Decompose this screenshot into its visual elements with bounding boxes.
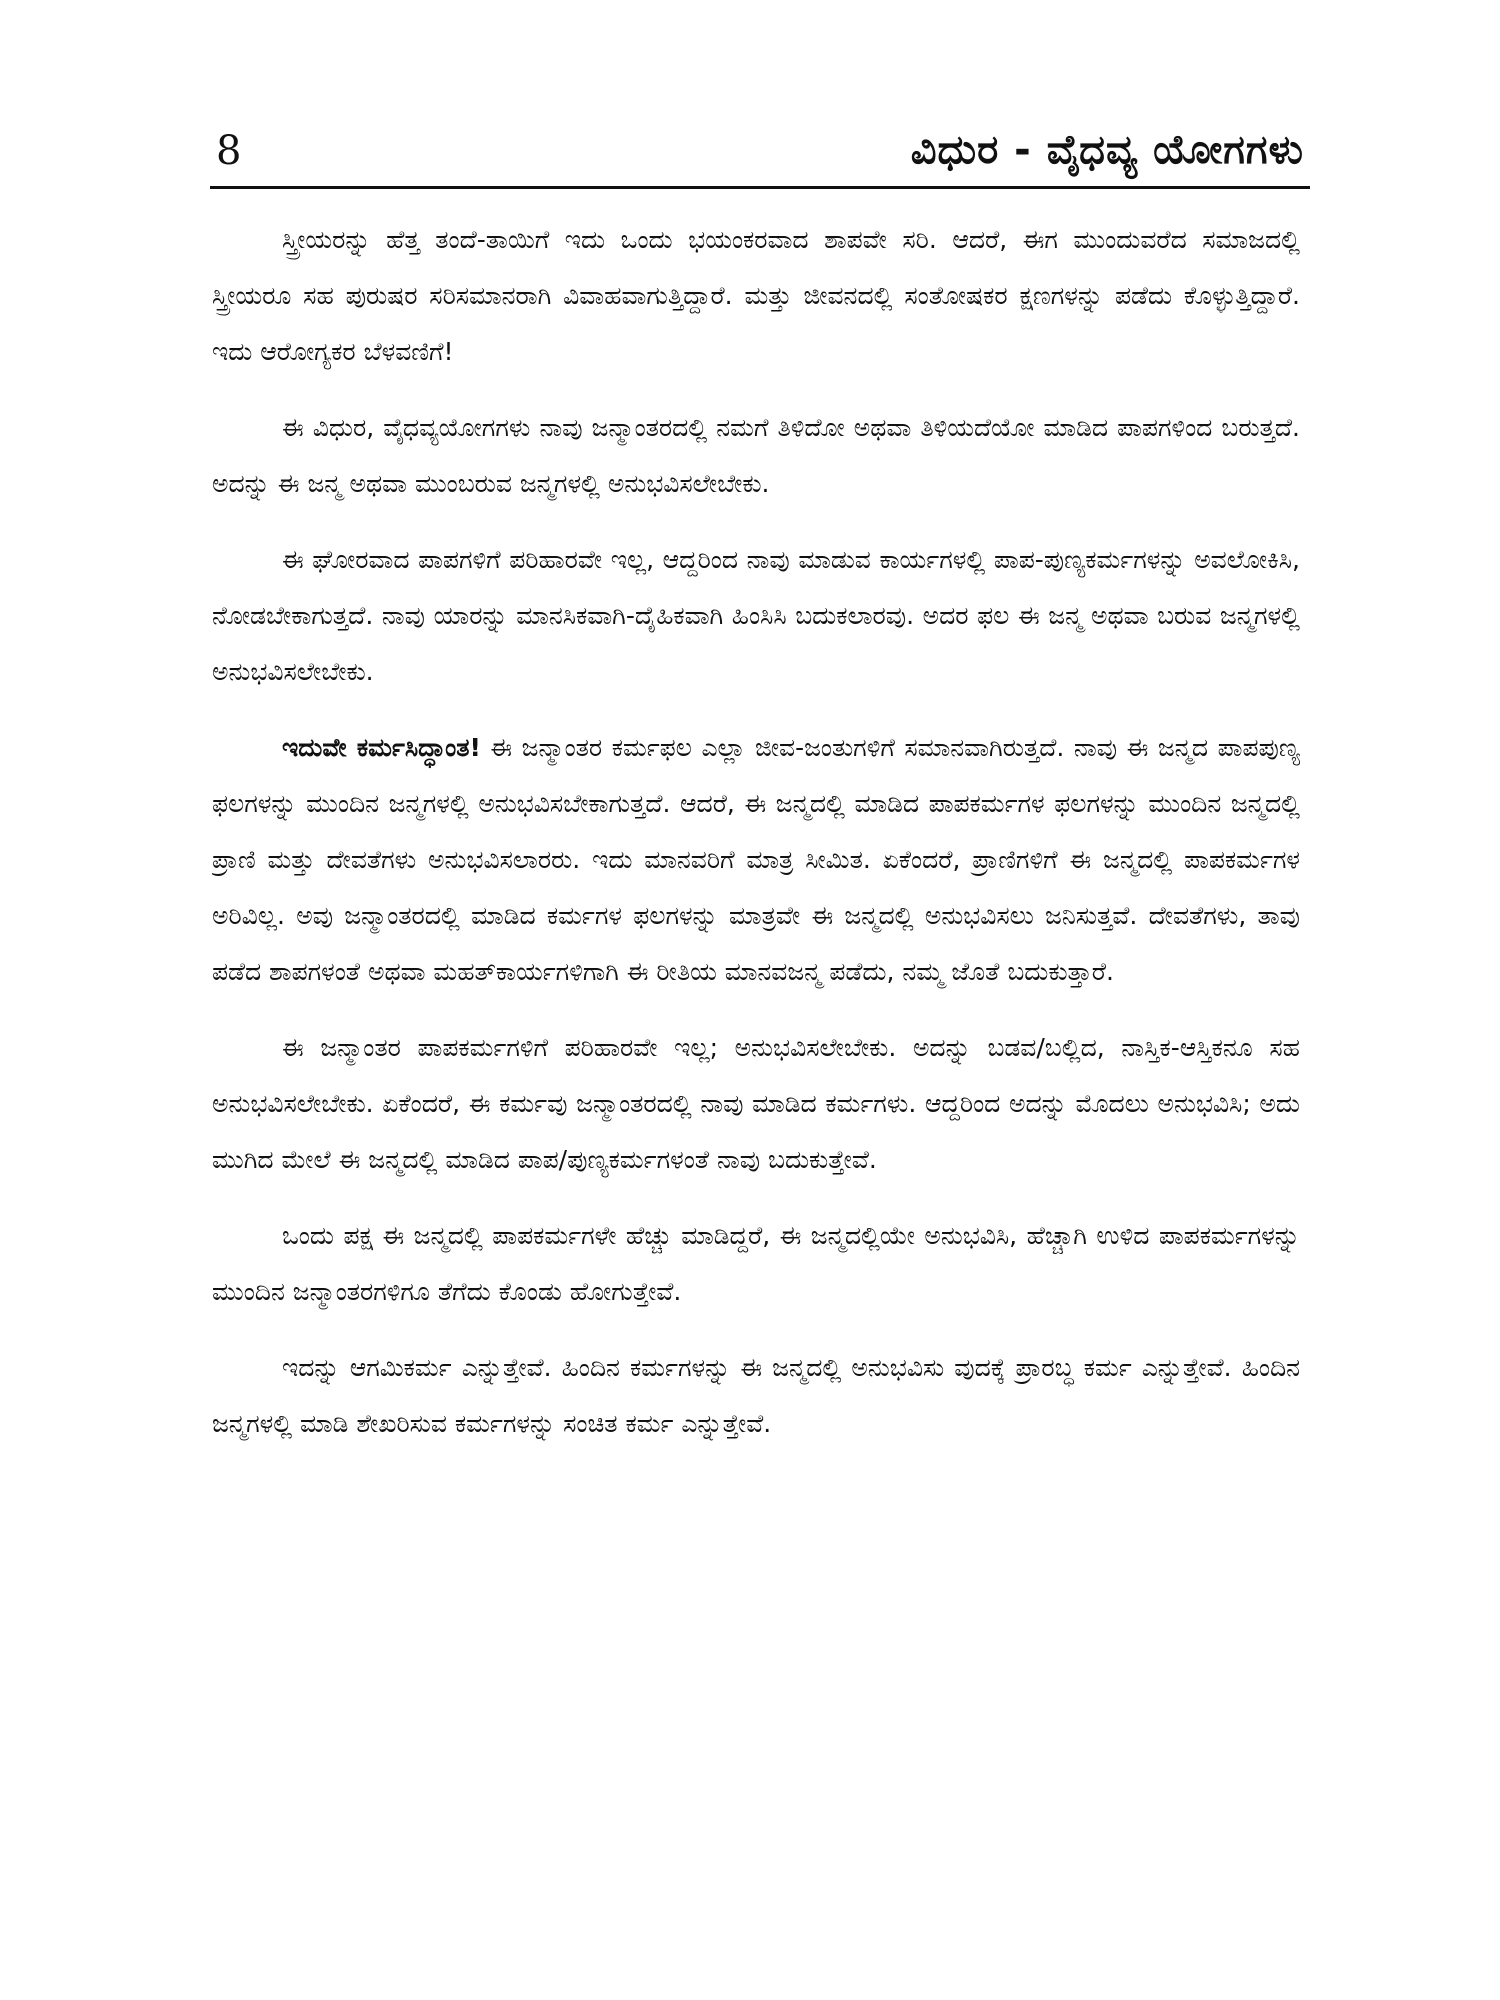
paragraph-3: ಈ ಘೋರವಾದ ಪಾಪಗಳಿಗೆ ಪರಿಹಾರವೇ ಇಲ್ಲ, ಆದ್ದರಿಂದ ನಾವು ಮಾಡುವ ಕಾರ್ಯಗಳಲ್ಲಿ ಪಾಪ-ಪುಣ್ಯಕರ್ಮಗಳನ್ನು ಅವಲೋಕಿಸಿ, ನೋಡಬೇಕಾಗುತ್ತದೆ. ನಾವು ಯಾರನ್ನು ಮಾನಸಿಕವಾಗಿ-ದೈಹಿಕವಾಗಿ ಹಿಂಸಿಸಿ ಬದುಕಲಾರವು. ಅದರ ಫಲ ಈ ಜನ್ಮ ಅಥವಾ ಬರುವ ಜನ್ಮಗಳಲ್ಲಿ ಅನುಭವಿಸಲೇಬೇಕು.	[212, 545, 1300, 686]
paragraph-6: ಒಂದು ಪಕ್ಷ ಈ ಜನ್ಮದಲ್ಲಿ ಪಾಪಕರ್ಮಗಳೇ ಹೆಚ್ಚು ಮಾಡಿದ್ದರೆ, ಈ ಜನ್ಮದಲ್ಲಿಯೇ ಅನುಭವಿಸಿ, ಹೆಚ್ಚಾಗಿ ಉಳಿದ ಪಾಪಕರ್ಮಗಳನ್ನು ಮುಂದಿನ ಜನ್ಮಾಂತರಗಳಿಗೂ ತೆಗೆದು ಕೊಂಡು ಹೋಗುತ್ತೇವೆ.	[212, 1221, 1300, 1306]
paragraph-4-text: ಈ ಜನ್ಮಾಂತರ ಕರ್ಮಫಲ ಎಲ್ಲಾ ಜೀವ-ಜಂತುಗಳಿಗೆ ಸಮಾನವಾಗಿರುತ್ತದೆ. ನಾವು ಈ ಜನ್ಮದ ಪಾಪಪುಣ್ಯ ಫಲಗಳನ್ನು ಮುಂದಿನ ಜನ್ಮಗಳಲ್ಲಿ ಅನುಭವಿಸಬೇಕಾಗುತ್ತದೆ. ಆದರೆ, ಈ ಜನ್ಮದಲ್ಲಿ ಮಾಡಿದ ಪಾಪಕರ್ಮಗಳ ಫಲಗಳನ್ನು ಮುಂದಿನ ಜನ್ಮದಲ್ಲಿ ಪ್ರಾಣಿ ಮತ್ತು ದೇವತೆಗಳು ಅನುಭವಿಸಲಾರರು. ಇದು ಮಾನವರಿಗೆ ಮಾತ್ರ ಸೀಮಿತ. ಏಕೆಂದರೆ, ಪ್ರಾಣಿಗಳಿಗೆ ಈ ಜನ್ಮದಲ್ಲಿ ಪಾಪಕರ್ಮಗಳ ಅರಿವಿಲ್ಲ. ಅವು ಜನ್ಮಾಂತರದಲ್ಲಿ ಮಾಡಿದ ಕರ್ಮಗಳ ಫಲಗಳನ್ನು ಮಾತ್ರವೇ ಈ ಜನ್ಮದಲ್ಲಿ ಅನುಭವಿಸಲು ಜನಿಸುತ್ತವೆ. ದೇವತೆಗಳು, ತಾವು ಪಡೆದ ಶಾಪಗಳಂತೆ ಅಥವಾ ಮಹತ್‌ಕಾರ್ಯಗಳಿಗಾಗಿ ಈ ರೀತಿಯ ಮಾನವಜನ್ಮ ಪಡೆದು, ನಮ್ಮ ಜೊತೆ ಬದುಕುತ್ತಾರೆ.	[212, 733, 1300, 986]
page-number: 8	[216, 128, 242, 174]
paragraph-1: ಸ್ತ್ರೀಯರನ್ನು ಹೆತ್ತ ತಂದೆ-ತಾಯಿಗೆ ಇದು ಒಂದು ಭಯಂಕರವಾದ ಶಾಪವೇ ಸರಿ. ಆದರೆ, ಈಗ ಮುಂದುವರೆದ ಸಮಾಜದಲ್ಲಿ ಸ್ತ್ರೀಯರೂ ಸಹ ಪುರುಷರ ಸರಿಸಮಾನರಾಗಿ ವಿವಾಹವಾಗುತ್ತಿದ್ದಾರೆ. ಮತ್ತು ಜೀವನದಲ್ಲಿ ಸಂತೋಷಕರ ಕ್ಷಣಗಳನ್ನು ಪಡೆದು ಕೊಳ್ಳುತ್ತಿದ್ದಾರೆ. ಇದು ಆರೋಗ್ಯಕರ ಬೆಳವಣಿಗೆ!	[212, 225, 1300, 366]
page-header	[210, 120, 1310, 190]
paragraph-7: ಇದನ್ನು ಆಗಮಿಕರ್ಮ ಎನ್ನುತ್ತೇವೆ. ಹಿಂದಿನ ಕರ್ಮಗಳನ್ನು ಈ ಜನ್ಮದಲ್ಲಿ ಅನುಭವಿಸು ವುದಕ್ಕೆ ಪ್ರಾರಬ್ಧ ಕರ್ಮ ಎನ್ನುತ್ತೇವೆ. ಹಿಂದಿನ ಜನ್ಮಗಳಲ್ಲಿ ಮಾಡಿ ಶೇಖರಿಸುವ ಕರ್ಮಗಳನ್ನು ಸಂಚಿತ ಕರ್ಮ ಎನ್ನುತ್ತೇವೆ.	[212, 1353, 1300, 1438]
paragraph-2: ಈ ವಿಧುರ, ವೈಧವ್ಯಯೋಗಗಳು ನಾವು ಜನ್ಮಾಂತರದಲ್ಲಿ ನಮಗೆ ತಿಳಿದೋ ಅಥವಾ ತಿಳಿಯದೆಯೋ ಮಾಡಿದ ಪಾಪಗಳಿಂದ ಬರುತ್ತದೆ. ಅದನ್ನು ಈ ಜನ್ಮ ಅಥವಾ ಮುಂಬರುವ ಜನ್ಮಗಳಲ್ಲಿ ಅನುಭವಿಸಲೇಬೇಕು.	[212, 413, 1300, 498]
header-rule	[210, 186, 1310, 189]
page-body	[212, 212, 1300, 1952]
paragraph-4-lead: ಇದುವೇ ಕರ್ಮಸಿದ್ಧಾಂತ!	[282, 733, 481, 762]
running-title: ವಿಧುರ - ವೈಧವ್ಯ ಯೋಗಗಳು	[910, 127, 1304, 173]
paragraph-4	[212, 720, 1300, 1000]
paragraph-5: ಈ ಜನ್ಮಾಂತರ ಪಾಪಕರ್ಮಗಳಿಗೆ ಪರಿಹಾರವೇ ಇಲ್ಲ; ಅನುಭವಿಸಲೇಬೇಕು. ಅದನ್ನು ಬಡವ/ಬಲ್ಲಿದ, ನಾಸ್ತಿಕ-ಆಸ್ತಿಕನೂ ಸಹ ಅನುಭವಿಸಲೇಬೇಕು. ಏಕೆಂದರೆ, ಈ ಕರ್ಮವು ಜನ್ಮಾಂತರದಲ್ಲಿ ನಾವು ಮಾಡಿದ ಕರ್ಮಗಳು. ಆದ್ದರಿಂದ ಅದನ್ನು ಮೊದಲು ಅನುಭವಿಸಿ; ಅದು ಮುಗಿದ ಮೇಲೆ ಈ ಜನ್ಮದಲ್ಲಿ ಮಾಡಿದ ಪಾಪ/ಪುಣ್ಯಕರ್ಮಗಳಂತೆ ನಾವು ಬದುಕುತ್ತೇವೆ.	[212, 1033, 1300, 1174]
